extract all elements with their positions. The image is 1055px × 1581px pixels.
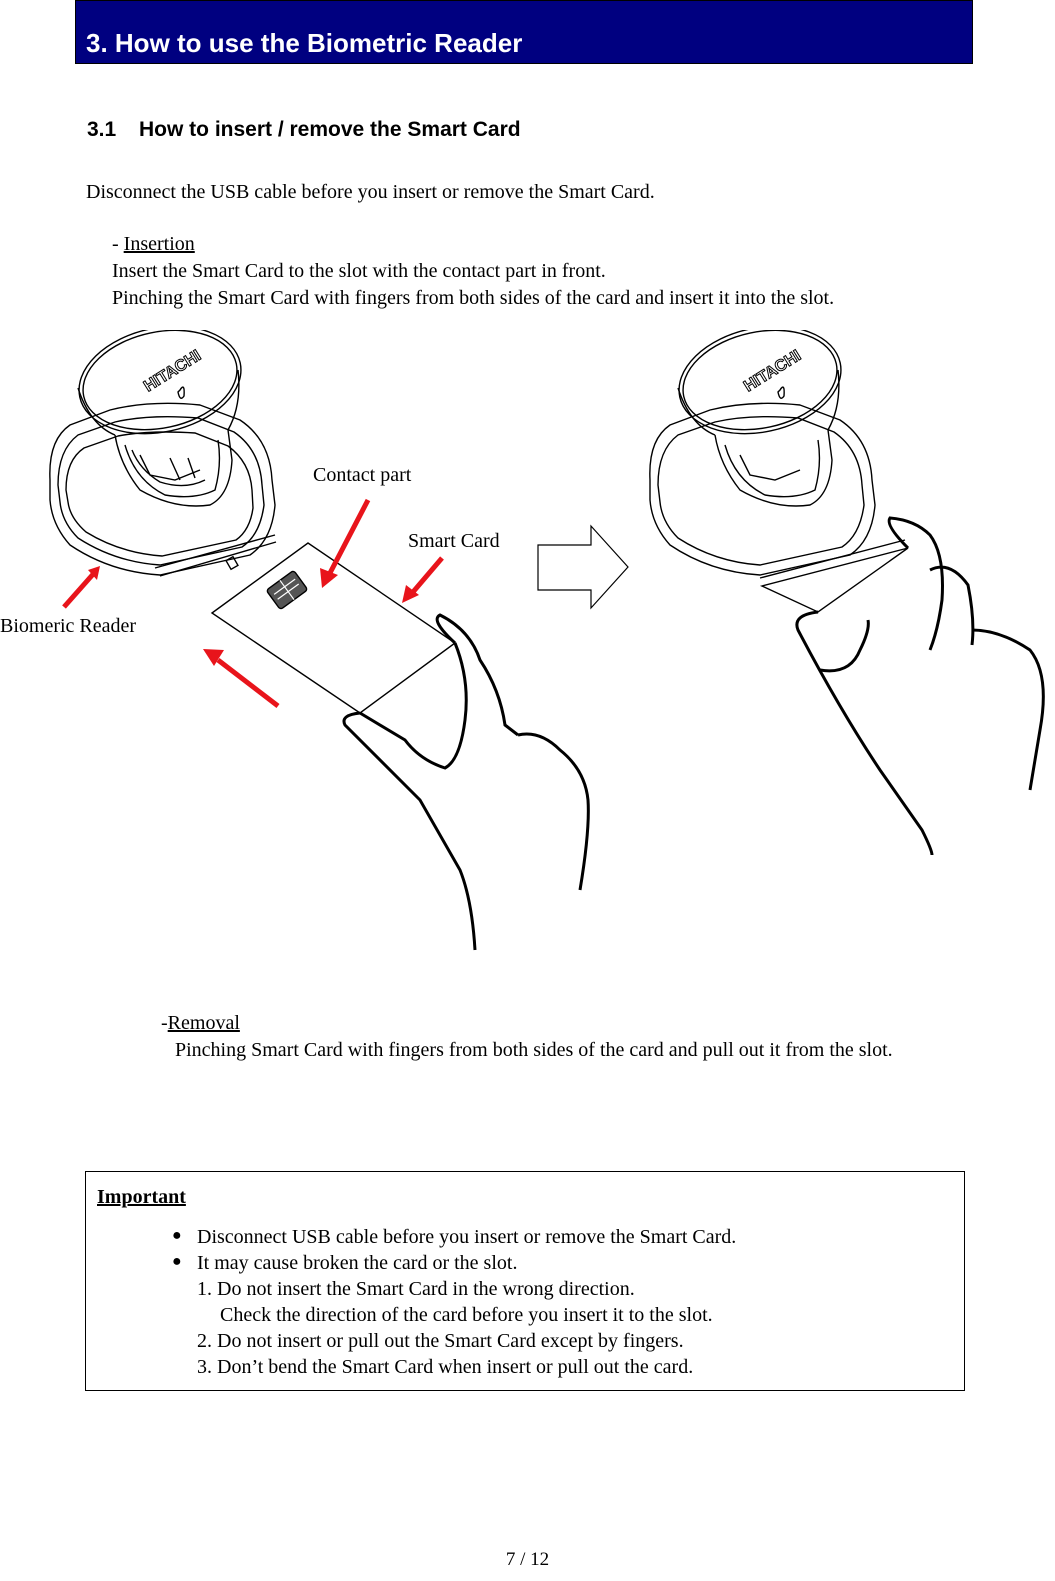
removal-line: Pinching Smart Card with fingers from both sides of the card and pull out it from the slot. xyxy=(175,1039,893,1061)
chapter-banner xyxy=(75,0,973,64)
insertion-illustration xyxy=(0,330,1055,970)
important-item-1: 1. Do not insert the Smart Card in the wrong direction. xyxy=(197,1278,635,1300)
removal-label: Removal xyxy=(167,1012,240,1034)
page-number: 7 / 12 xyxy=(505,1549,550,1570)
contact-part-label: Contact part xyxy=(313,464,412,486)
important-box xyxy=(85,1171,965,1391)
insertion-heading xyxy=(112,231,195,257)
important-bullet-2: It may cause broken the card or the slot. xyxy=(197,1252,518,1274)
important-bullet-1: Disconnect USB cable before you insert or remove the Smart Card. xyxy=(197,1226,737,1248)
bullet-icon: ● xyxy=(172,1253,182,1270)
chapter-title: 3. How to use the Biometric Reader xyxy=(86,28,523,58)
hitachi-logo-right: HITACHI xyxy=(741,347,805,396)
direction-arrow xyxy=(538,526,628,608)
section-heading xyxy=(87,118,521,142)
removal-heading xyxy=(161,1010,240,1036)
removal-prefix: - xyxy=(161,1012,168,1034)
intro-text: Disconnect the USB cable before you insert or remove the Smart Card. xyxy=(86,181,655,203)
illustration-svg xyxy=(0,330,1055,970)
hitachi-logo-left: HITACHI xyxy=(141,347,205,396)
important-title: Important xyxy=(97,1186,186,1208)
bullet-icon: ● xyxy=(172,1227,182,1244)
insertion-line-1: Insert the Smart Card to the slot with the contact part in front. xyxy=(112,260,606,282)
important-item-2: 2. Do not insert or pull out the Smart Card except by fingers. xyxy=(197,1330,684,1352)
section-title: How to insert / remove the Smart Card xyxy=(139,118,521,141)
section-number: 3.1 xyxy=(87,118,117,141)
insertion-prefix: - xyxy=(112,233,124,255)
important-item-3: 3. Don’t bend the Smart Card when insert or pull out the card. xyxy=(197,1356,694,1378)
important-item-1-detail: Check the direction of the card before you insert it to the slot. xyxy=(220,1304,713,1326)
biometric-reader-label: Biomeric Reader xyxy=(0,615,137,637)
insertion-label: Insertion xyxy=(123,233,195,255)
insertion-line-2: Pinching the Smart Card with fingers from both sides of the card and insert it into the slot. xyxy=(112,287,835,309)
smart-card-label: Smart Card xyxy=(408,530,500,552)
